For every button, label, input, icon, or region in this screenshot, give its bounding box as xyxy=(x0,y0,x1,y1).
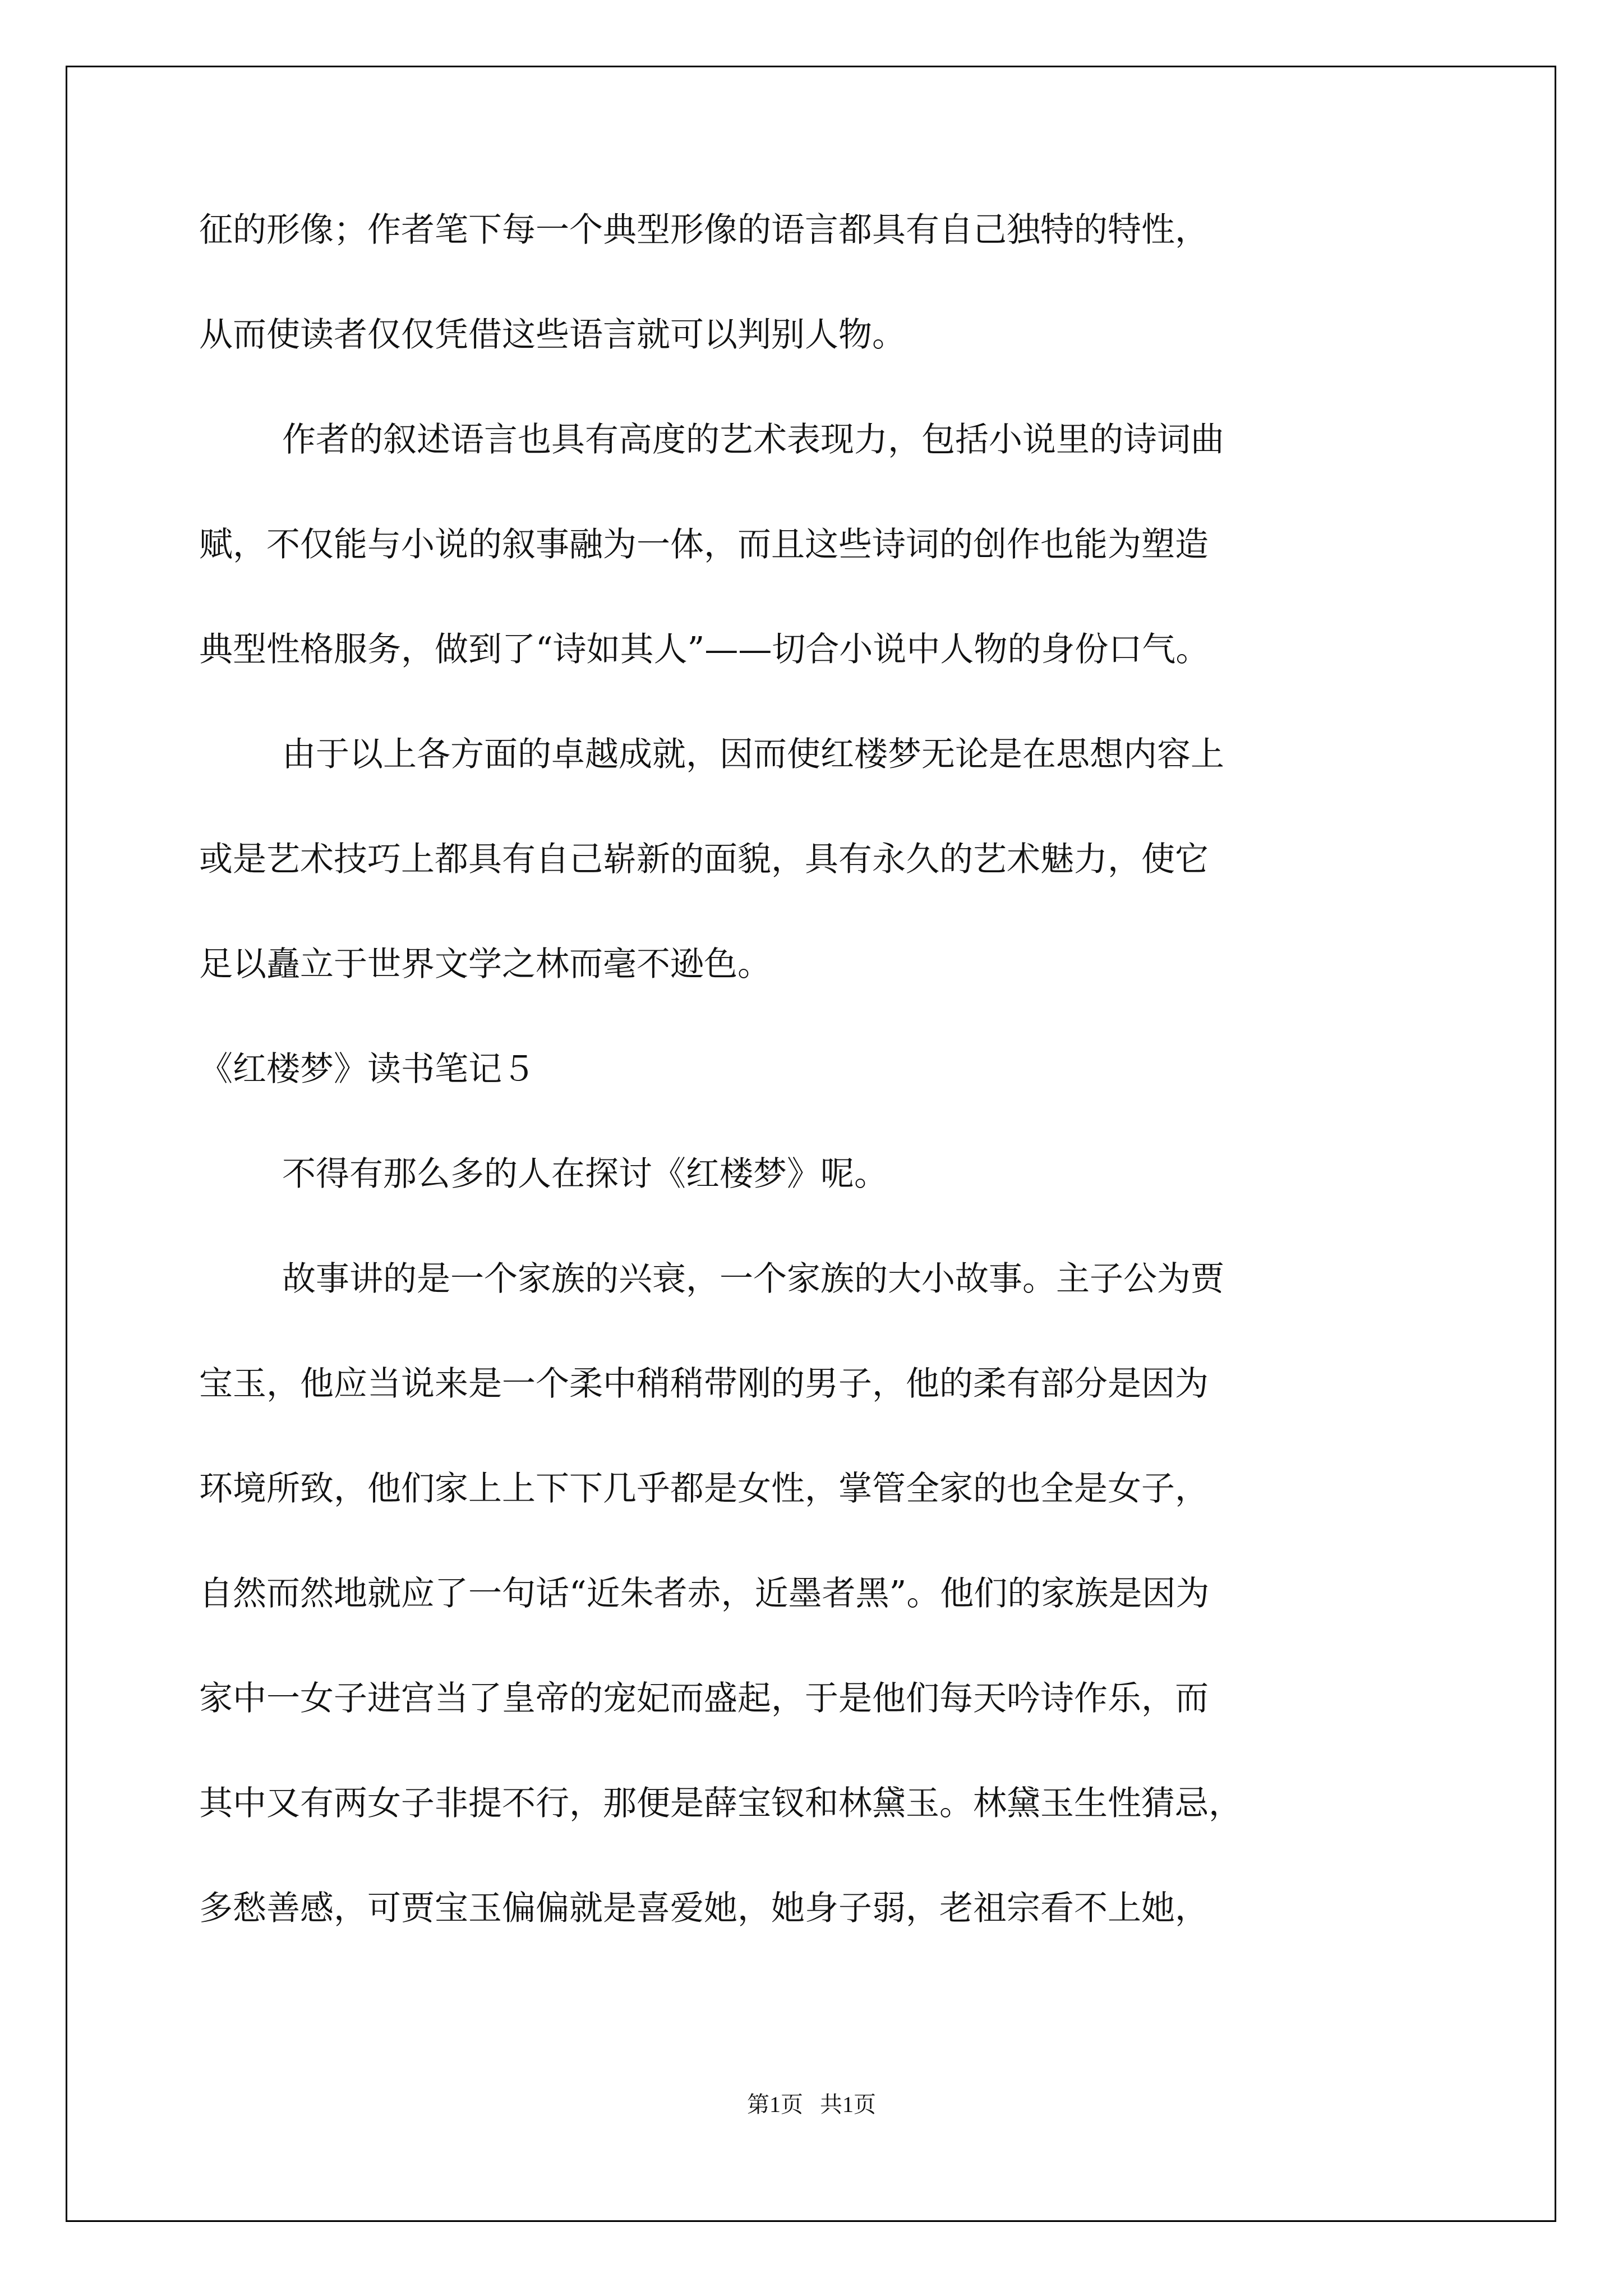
paragraph-start-line: 不得有那么多的人在探讨《红楼梦》呢。 xyxy=(282,1154,888,1194)
text-line: 征的形像；作者笔下每一个典型形像的语言都具有自己独特的特性， xyxy=(199,210,1209,250)
text-line: 赋，不仅能与小说的叙事融为一体，而且这些诗词的创作也能为塑造 xyxy=(199,525,1209,564)
text-line: 多愁善感，可贾宝玉偏偏就是喜爱她，她身子弱，老祖宗看不上她， xyxy=(199,1889,1209,1928)
text-line: 家中一女子进宫当了皇帝的宠妃而盛起，于是他们每天吟诗作乐，而 xyxy=(199,1679,1209,1718)
page-footer xyxy=(0,2087,1623,2119)
page-number: 第1页 共1页 xyxy=(747,2092,876,2117)
paragraph-start-line: 作者的叙述语言也具有高度的艺术表现力，包括小说里的诗词曲 xyxy=(282,420,1224,459)
text-line: 宝玉，他应当说来是一个柔中稍稍带刚的男子，他的柔有部分是因为 xyxy=(199,1364,1209,1404)
text-line: 其中又有两女子非提不行，那便是薛宝钗和林黛玉。林黛玉生性猜忌， xyxy=(199,1784,1242,1823)
text-line: 环境所致，他们家上上下下几乎都是女性，掌管全家的也全是女子， xyxy=(199,1469,1209,1508)
text-line: 或是艺术技巧上都具有自己崭新的面貌，具有永久的艺术魅力，使它 xyxy=(199,840,1209,879)
paragraph-start-line: 由于以上各方面的卓越成就，因而使红楼梦无论是在思想内容上 xyxy=(282,735,1224,774)
text-line: 自然而然地就应了一句话“近朱者赤，近墨者黑”。他们的家族是因为 xyxy=(199,1574,1210,1613)
document-body xyxy=(199,210,1422,1996)
section-heading: 《红楼梦》读书笔记５ xyxy=(199,1050,536,1089)
paragraph-start-line: 故事讲的是一个家族的兴衰，一个家族的大小故事。主子公为贾 xyxy=(282,1259,1224,1299)
text-line: 典型性格服务，做到了“诗如其人”——切合小说中人物的身份口气。 xyxy=(199,630,1210,669)
text-line: 从而使读者仅仅凭借这些语言就可以判别人物。 xyxy=(199,315,906,355)
text-line: 足以矗立于世界文学之林而毫不逊色。 xyxy=(199,945,771,984)
